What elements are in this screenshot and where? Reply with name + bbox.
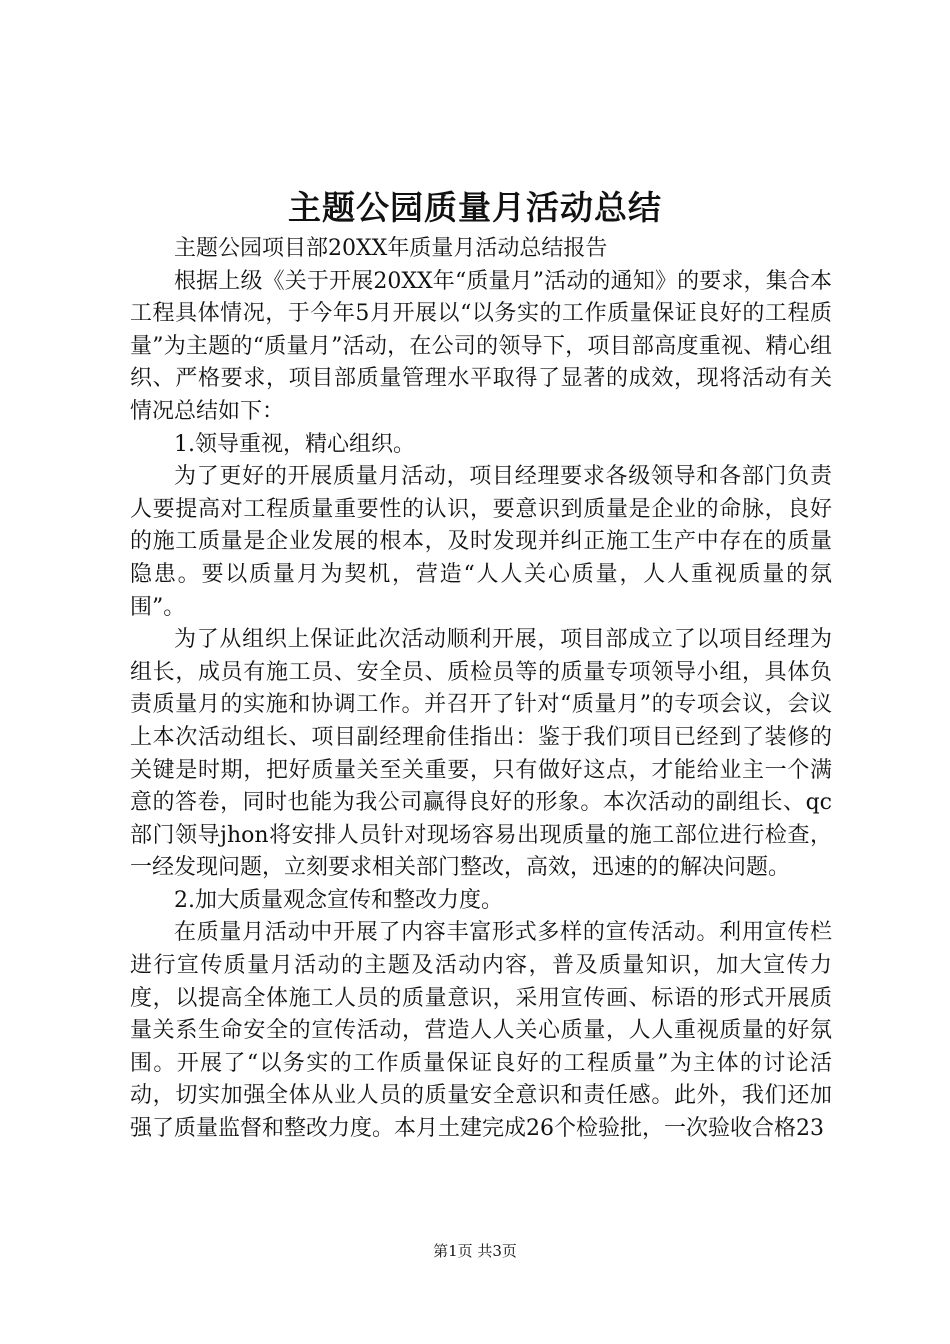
document-title: 主题公园质量月活动总结 (288, 188, 662, 227)
report-subtitle-paragraph: 主题公园项目部20XX年质量月活动总结报告 (174, 236, 608, 261)
body-paragraph: 在质量月活动中开展了内容丰富形式多样的宣传活动。利用宣传栏进行宣传质量月活动的主题及活动内容，普及质量知识，加大宣传力度，以提高全体施工人员的质量意识，采用宣传画、标语的形式开展质量关系生命安全的宣传活动，营造人人关心质量，人人重视质量的好氛围。开展了“以务实的工作质量保证良好的工程质量”为主体的讨论活动，切实加强全体从业人员的质量安全意识和责任感。此外，我们还加强了质量监督和整改力度。本月土建完成26个检验批，一次验收合格23 (130, 920, 832, 1142)
page-number-footer: 第1页 共3页 (433, 1242, 517, 1260)
document-body (130, 233, 832, 1146)
section-heading-2: 2.加大质量观念宣传和整改力度。 (174, 887, 503, 913)
intro-paragraph: 根据上级《关于开展20XX年“质量月”活动的通知》的要求，集合本工程具体情况，于今年5月开展以“以务实的工作质量保证良好的工程质量”为主题的“质量月”活动，在公司的领导下，项目部高度重视、精心组织、严格要求，项目部质量管理水平取得了显著的成效，现将活动有关情况总结如下： (130, 268, 832, 424)
body-paragraph: 为了更好的开展质量月活动，项目经理要求各级领导和各部门负责人要提高对工程质量重要性的认识，要意识到质量是企业的命脉，良好的施工质量是企业发展的根本，及时发现并纠正施工生产中存在的质量隐患。要以质量月为契机，营造“人人关心质量，人人重视质量的氛围”。 (130, 464, 832, 620)
body-paragraph: 为了从组织上保证此次活动顺利开展，项目部成立了以项目经理为组长，成员有施工员、安全员、质检员等的质量专项领导小组，具体负责质量月的实施和协调工作。并召开了针对“质量月”的专项会议，会议上本次活动组长、项目副经理俞佳指出：鉴于我们项目已经到了装修的关键是时期，把好质量关至关重要，只有做好这点，才能给业主一个满意的答卷，同时也能为我公司赢得良好的形象。本次活动的副组长、qc部门领导jhon将安排人员针对现场容易出现质量的施工部位进行检查，一经发现问题，立刻要求相关部门整改，高效，迅速的的解决问题。 (130, 627, 832, 881)
section-heading-1: 1.领导重视，精心组织。 (174, 431, 415, 457)
